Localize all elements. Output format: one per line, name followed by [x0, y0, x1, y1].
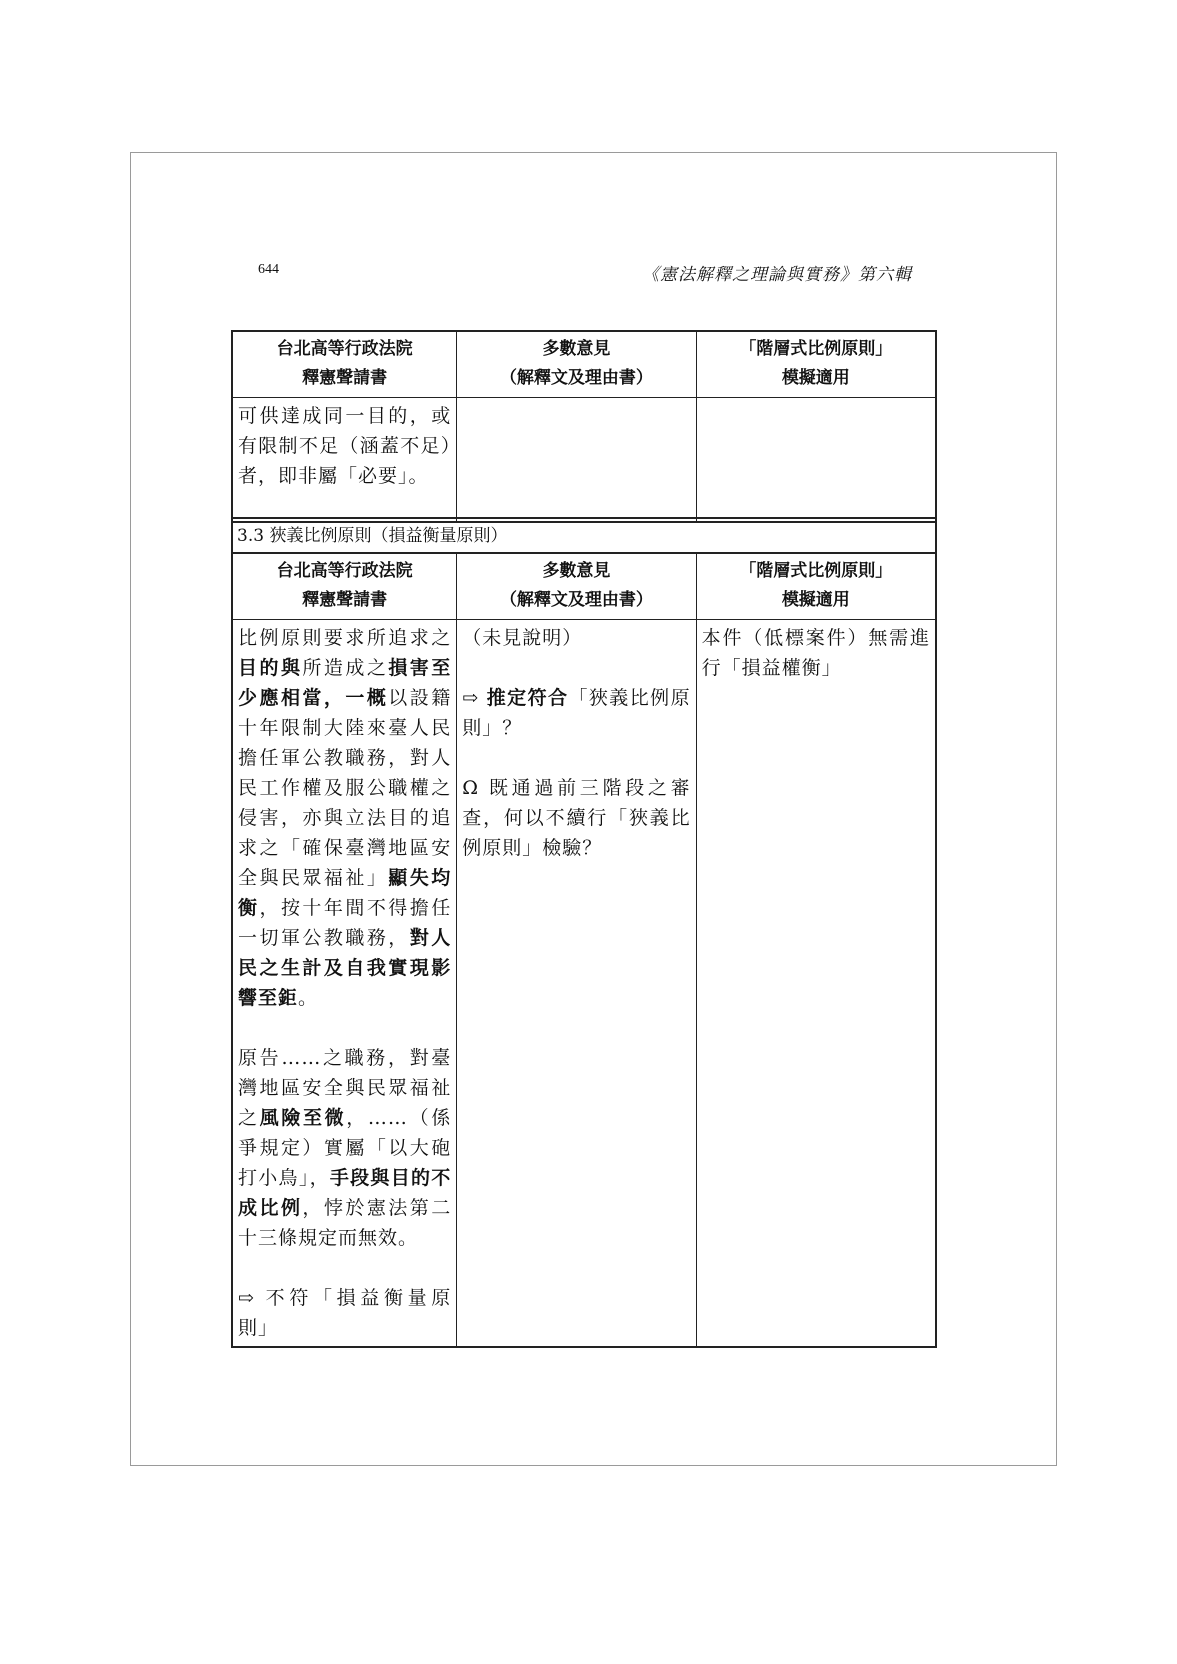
section-heading: 3.3 狹義比例原則（損益衡量原則） — [232, 518, 936, 553]
petition-paragraph-2: 原告……之職務，對臺灣地區安全與民眾福祉之風險至微，……（係爭規定）實屬「以大砲打小鳥」，手段與目的不成比例，悖於憲法第二十三條規定而無效。 — [238, 1047, 452, 1249]
table-row — [232, 398, 936, 522]
omega-icon: Ω — [462, 777, 480, 799]
page-number: 644 — [258, 262, 279, 277]
header-cell-majority: 多數意見 （解釋文及理由書） — [457, 553, 696, 620]
table-header-row — [232, 553, 936, 620]
table-row — [232, 620, 936, 1348]
petition-conclusion: ⇨ 不符「損益衡量原則」 — [238, 1283, 451, 1343]
section-heading-table — [231, 517, 937, 554]
cell-simulation — [696, 398, 936, 522]
section-heading-row — [232, 518, 936, 553]
simulation-paragraph-1: 本件（低標案件）無需進行「損益權衡」 — [701, 627, 930, 679]
majority-paragraph-1: （未見說明） — [462, 627, 583, 649]
table-header-row — [232, 331, 936, 398]
comparison-table-continued — [231, 330, 937, 523]
cell-majority — [457, 620, 696, 1348]
arrow-icon: ⇨ — [462, 687, 480, 709]
cell-petition — [232, 620, 457, 1348]
header-cell-majority: 多數意見 （解釋文及理由書） — [457, 331, 696, 398]
comparison-table-proportionality — [231, 552, 937, 1348]
header-cell-simulation: 「階層式比例原則」 模擬適用 — [696, 553, 936, 620]
majority-paragraph-3: Ω 既通過前三階段之審查，何以不續行「狹義比例原則」檢驗？ — [462, 773, 690, 863]
header-cell-petition: 台北高等行政法院 釋憲聲請書 — [232, 553, 457, 620]
cell-petition: 可供達成同一目的，或有限制不足（涵蓋不足）者，即非屬「必要」。 — [232, 398, 457, 522]
arrow-icon: ⇨ — [238, 1287, 255, 1309]
cell-simulation — [696, 620, 936, 1348]
header-cell-petition: 台北高等行政法院 釋憲聲請書 — [232, 331, 457, 398]
petition-paragraph-1: 比例原則要求所追求之目的與所造成之損害至少應相當，一概以設籍十年限制大陸來臺人民擔任軍公教職務，對人民工作權及服公職權之侵害，亦與立法目的追求之「確保臺灣地區安全與民眾福祉」顯失均衡，按十年間不得擔任一切軍公教職務，對人民之生計及自我實現影響至鉅。 — [238, 627, 452, 1009]
running-head: 《憲法解釋之理論與實務》第六輯 — [642, 265, 912, 285]
header-cell-simulation: 「階層式比例原則」 模擬適用 — [696, 331, 936, 398]
majority-paragraph-2: ⇨ 推定符合「狹義比例原則」？ — [462, 683, 690, 743]
cell-majority — [457, 398, 696, 522]
